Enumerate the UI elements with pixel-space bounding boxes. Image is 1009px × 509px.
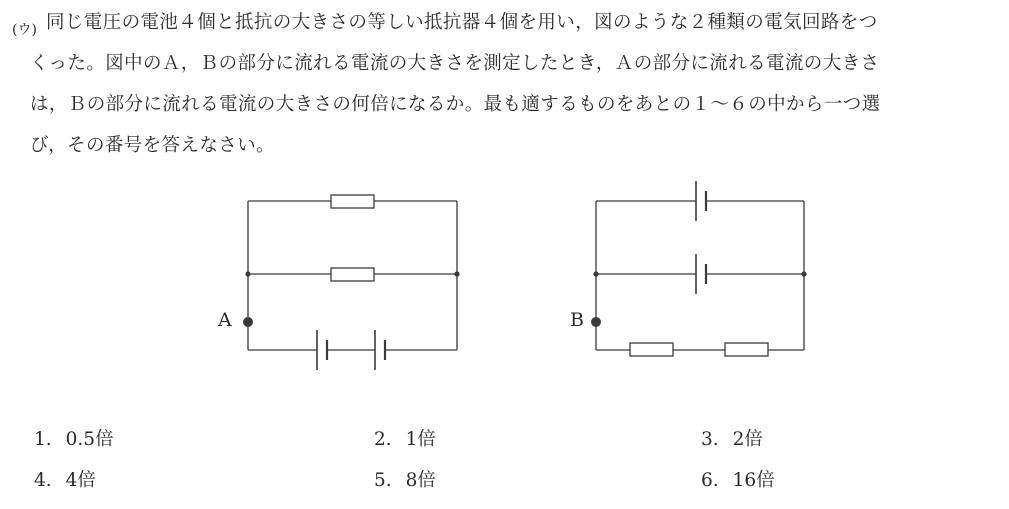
choice-number: 1. — [34, 429, 52, 450]
choice-number: 4. — [34, 470, 52, 491]
choice-value: 4倍 — [65, 470, 96, 491]
question-text-line-1: 同じ電圧の電池４個と抵抗の大きさの等しい抵抗器４個を用い，図のような２種類の電気回路をつ — [46, 12, 878, 33]
circuit-b — [591, 181, 807, 356]
answer-choice-4 — [34, 472, 96, 491]
point-b-label: B — [570, 309, 584, 331]
point-a-label: A — [218, 309, 232, 331]
answer-choice-5 — [374, 472, 436, 491]
question-text-line-4: び，その番号を答えなさい。 — [30, 135, 275, 156]
answer-choice-6 — [701, 472, 775, 491]
choice-number: 2. — [374, 429, 392, 450]
circuit-b-junction-right — [801, 271, 806, 276]
choice-value: 2倍 — [732, 429, 763, 450]
choice-value: 16倍 — [732, 470, 775, 491]
circuit-a-junction-right — [454, 271, 459, 276]
choice-value: 8倍 — [405, 470, 436, 491]
circuit-b-point-b — [591, 317, 601, 327]
choice-number: 6. — [701, 470, 719, 491]
choice-value: 0.5倍 — [65, 429, 114, 450]
answer-choice-2 — [374, 431, 436, 450]
choice-value: 1倍 — [405, 429, 436, 450]
choice-number: 5. — [374, 470, 392, 491]
question-text-line-2: くった。図中のＡ，Ｂの部分に流れる電流の大きさを測定したとき，Ａの部分に流れる電流の大きさ — [30, 53, 880, 74]
circuit-b-resistor-1 — [630, 343, 673, 356]
circuit-a-resistor-top — [331, 195, 374, 208]
circuit-a-point-a — [243, 317, 253, 327]
circuit-a — [243, 195, 460, 370]
choice-number: 3. — [701, 429, 719, 450]
answer-choice-3 — [701, 431, 763, 450]
circuit-a-junction-left — [245, 271, 250, 276]
answer-choice-1 — [34, 431, 114, 450]
circuit-b-resistor-2 — [725, 343, 768, 356]
circuit-a-resistor-middle — [331, 268, 374, 281]
question-number: (ウ) — [12, 22, 37, 38]
circuit-b-junction-left — [593, 271, 598, 276]
question-text-line-3: は，Ｂの部分に流れる電流の大きさの何倍になるか。最も適するものをあとの１～６の中から一つ選 — [30, 94, 881, 115]
